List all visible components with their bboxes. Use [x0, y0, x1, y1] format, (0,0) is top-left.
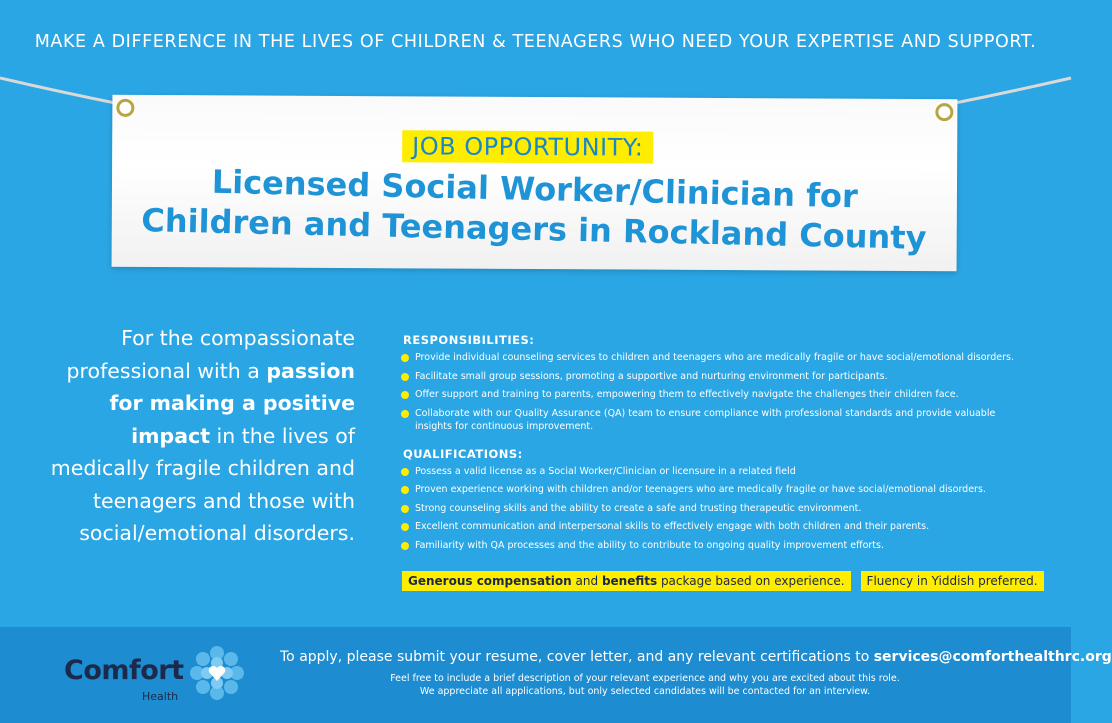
responsibilities-list	[401, 351, 1016, 433]
qualifications-heading: QUALIFICATIONS:	[403, 446, 523, 461]
compensation-and: and	[571, 574, 602, 588]
job-details	[401, 333, 1016, 557]
qualifications-list	[401, 465, 1016, 552]
apply-email-link[interactable]: services@comforthealthrc.org	[873, 649, 1112, 665]
yiddish-note: Fluency in Yiddish preferred.	[861, 571, 1044, 591]
apply-note-line-2: We appreciate all applications, but only selected candidates will be contacted for an interview.	[419, 686, 871, 697]
intro-text-2: in the lives of medically fragile children and teenagers and those with social/emotional disorders.	[50, 423, 355, 545]
highlights	[402, 571, 1044, 591]
compensation-rest: package based on experience.	[657, 574, 845, 588]
footer	[0, 627, 1112, 723]
intro-highlight: passion for making a positive impact	[109, 358, 355, 448]
apply-instructions	[280, 649, 1112, 665]
list-item: Possess a valid license as a Social Worker/Clinician or licensure in a related field	[401, 465, 1016, 478]
compensation-note	[402, 571, 851, 591]
grommet-icon	[116, 99, 134, 117]
list-item: Proven experience working with children and/or teenagers who are medically fragile or have social/emotional disorders.	[401, 483, 1016, 496]
apply-note	[290, 672, 1000, 698]
header-tagline: MAKE A DIFFERENCE IN THE LIVES OF CHILDREN & TEENAGERS WHO NEED YOUR EXPERTISE AND SUPPORT.	[34, 32, 1037, 52]
intro-text-1: For the compassionate professional with a	[66, 326, 355, 383]
benefits-bold: benefits	[601, 574, 658, 588]
compensation-bold: Generous compensation	[408, 574, 572, 588]
grommet-icon	[935, 103, 953, 121]
apply-note-line-1: Feel free to include a brief description of your relevant experience and why you are excited about this role.	[390, 673, 900, 684]
apply-text: To apply, please submit your resume, cover letter, and any relevant certifications to	[280, 649, 874, 665]
list-item: Familiarity with QA processes and the ability to contribute to ongoing quality improvement efforts.	[401, 539, 1016, 552]
list-item: Provide individual counseling services to children and teenagers who are medically fragile or have social/emotional disorders.	[401, 351, 1016, 364]
job-banner	[112, 95, 958, 271]
list-item: Excellent communication and interpersonal skills to effectively engage with both children and their parents.	[401, 520, 1016, 533]
logo-subtitle: Health	[142, 690, 179, 703]
list-item: Offer support and training to parents, empowering them to effectively navigate the challenges their children face.	[401, 388, 1016, 401]
job-title-line-1: Licensed Social Worker/Clinician for	[211, 162, 859, 216]
job-title	[131, 160, 938, 258]
logo-name: Comfort	[64, 655, 184, 686]
list-item: Strong counseling skills and the ability to create a safe and trusting therapeutic environment.	[401, 502, 1016, 515]
job-opportunity-label: JOB OPPORTUNITY:	[402, 130, 653, 163]
intro-paragraph	[30, 322, 355, 550]
responsibilities-heading: RESPONSIBILITIES:	[403, 333, 535, 347]
comfort-health-flower-icon	[189, 644, 245, 702]
list-item: Collaborate with our Quality Assurance (QA) team to ensure compliance with professional standards and provide valuable insights for continuous improvement.	[401, 407, 1016, 433]
list-item: Facilitate small group sessions, promoting a supportive and nurturing environment for participants.	[401, 370, 1016, 383]
job-title-line-2: Children and Teenagers in Rockland County	[140, 201, 927, 257]
